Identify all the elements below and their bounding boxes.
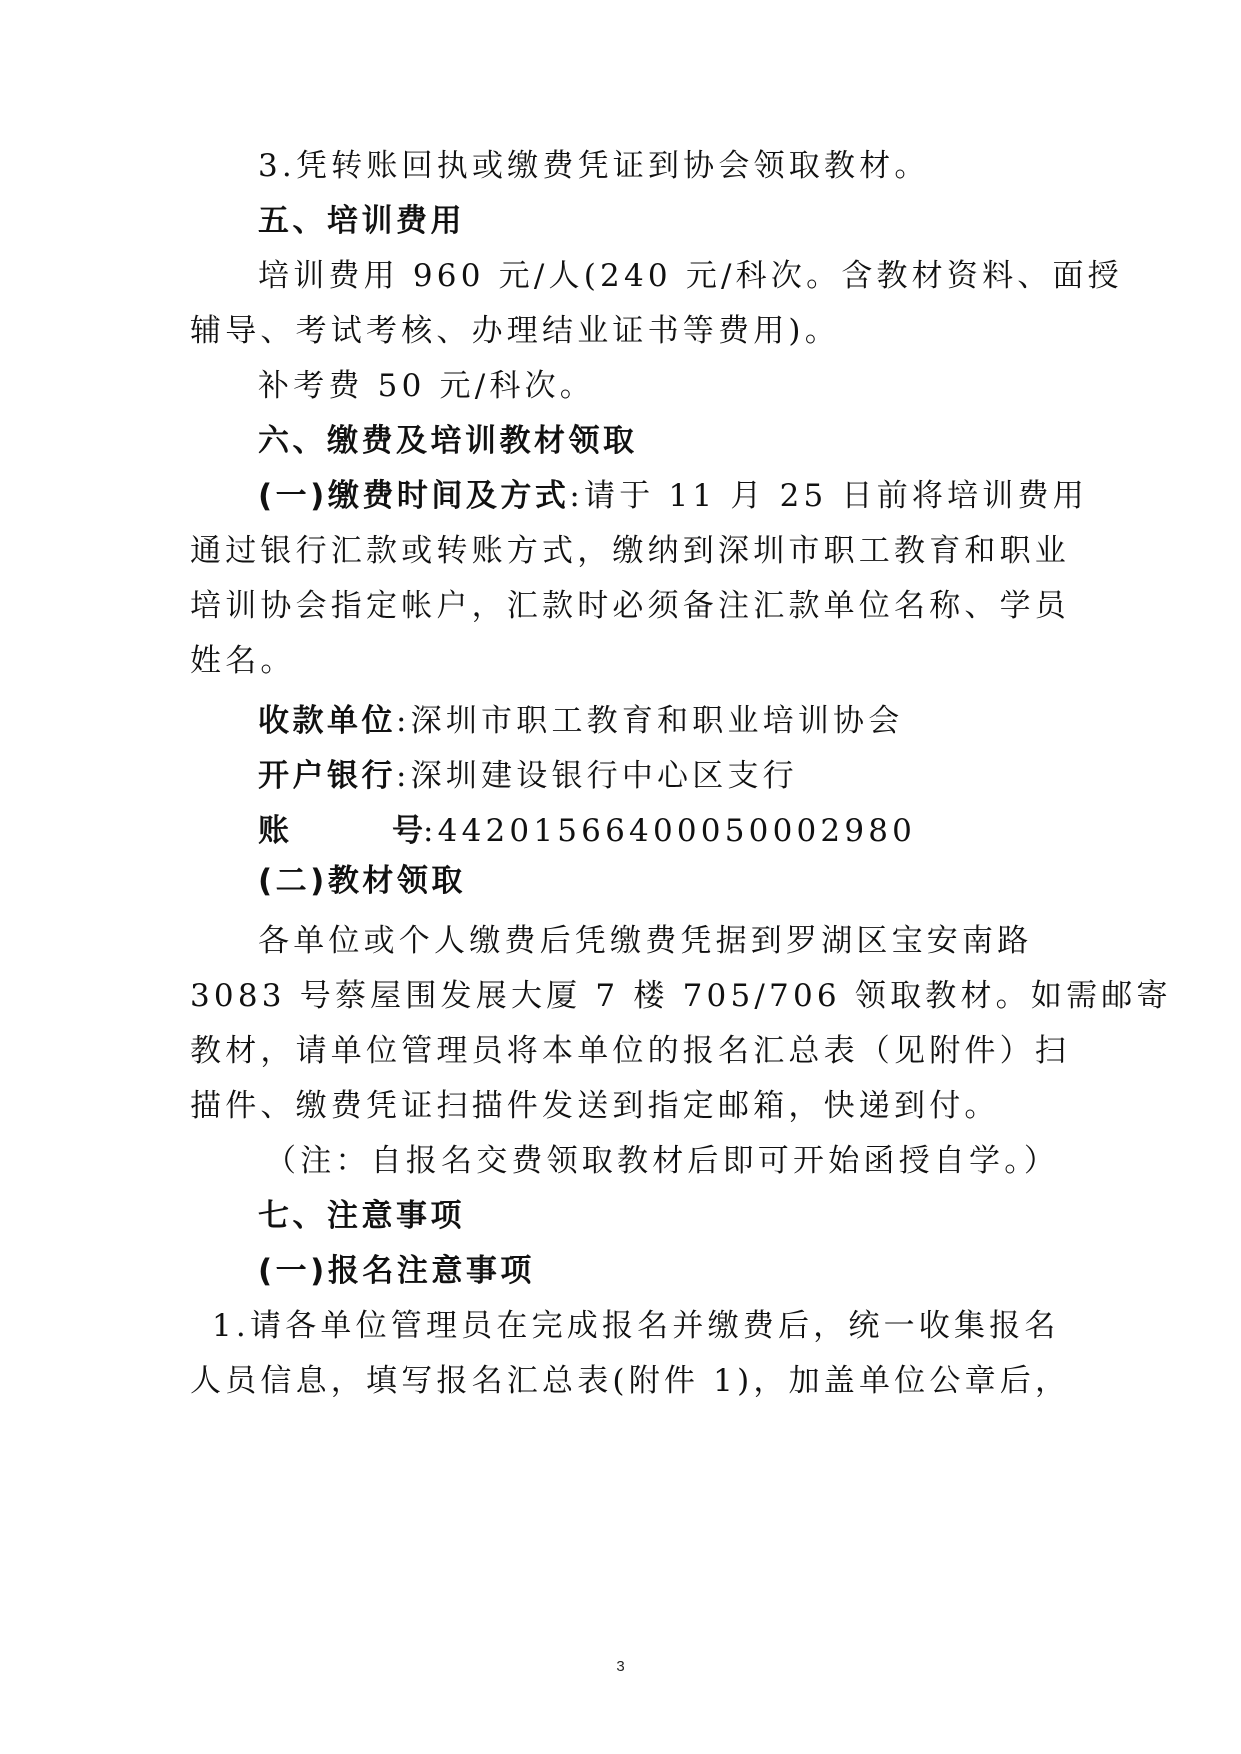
paragraph-line: 补考费 50 元/科次。 [258, 368, 595, 404]
subsection-textbook-heading: (二)教材领取 [258, 863, 466, 899]
bank-label: 开户银行 [258, 758, 396, 794]
paragraph-line: 教材，请单位管理员将本单位的报名汇总表（见附件）扫 [190, 1033, 1070, 1069]
paragraph-line: 培训协会指定帐户，汇款时必须备注汇款单位名称、学员 [190, 588, 1070, 624]
subsection-text: :请于 11 月 25 日前将培训费用 [569, 478, 1088, 514]
account-value: :44201566400050002980 [423, 813, 917, 849]
paragraph-line: 描件、缴费凭证扫描件发送到指定邮箱，快递到付。 [190, 1088, 1000, 1124]
section-heading-7: 七、注意事项 [258, 1198, 465, 1234]
paragraph-line: 辅导、考试考核、办理结业证书等费用)。 [190, 313, 840, 349]
bank-line [258, 756, 1128, 796]
paragraph-line: 3.凭转账回执或缴费凭证到协会领取教材。 [258, 148, 930, 184]
subsection-registration-heading: (一)报名注意事项 [258, 1253, 535, 1289]
note-line: （注：自报名交费领取教材后即可开始函授自学。） [265, 1143, 1060, 1179]
section-heading-6: 六、缴费及培训教材领取 [258, 423, 638, 459]
subsection-payment-line [258, 476, 1128, 516]
account-line [258, 811, 1128, 851]
subsection-label: (一)缴费时间及方式 [258, 478, 570, 514]
paragraph-line: 人员信息，填写报名汇总表(附件 1)，加盖单位公章后， [190, 1363, 1071, 1399]
paragraph-line: 3083 号蔡屋围发展大厦 7 楼 705/706 领取教材。如需邮寄 [190, 978, 1172, 1014]
paragraph-line: 1.请各单位管理员在完成报名并缴费后，统一收集报名 [212, 1308, 1060, 1344]
paragraph-line: 各单位或个人缴费后凭缴费凭据到罗湖区宝安南路 [258, 923, 1033, 959]
paragraph-line: 培训费用 960 元/人(240 元/科次。含教材资料、面授 [258, 258, 1123, 294]
page-number: 3 [616, 1658, 625, 1675]
paragraph-line: 姓名。 [190, 643, 296, 679]
paragraph-line: 通过银行汇款或转账方式，缴纳到深圳市职工教育和职业 [190, 533, 1070, 569]
account-label: 账号 [258, 813, 423, 849]
payee-label: 收款单位 [258, 703, 396, 739]
payee-line [258, 701, 1128, 741]
payee-value: :深圳市职工教育和职业培训协会 [396, 703, 904, 739]
bank-value: :深圳建设银行中心区支行 [396, 758, 798, 794]
section-heading-5: 五、培训费用 [258, 203, 465, 239]
